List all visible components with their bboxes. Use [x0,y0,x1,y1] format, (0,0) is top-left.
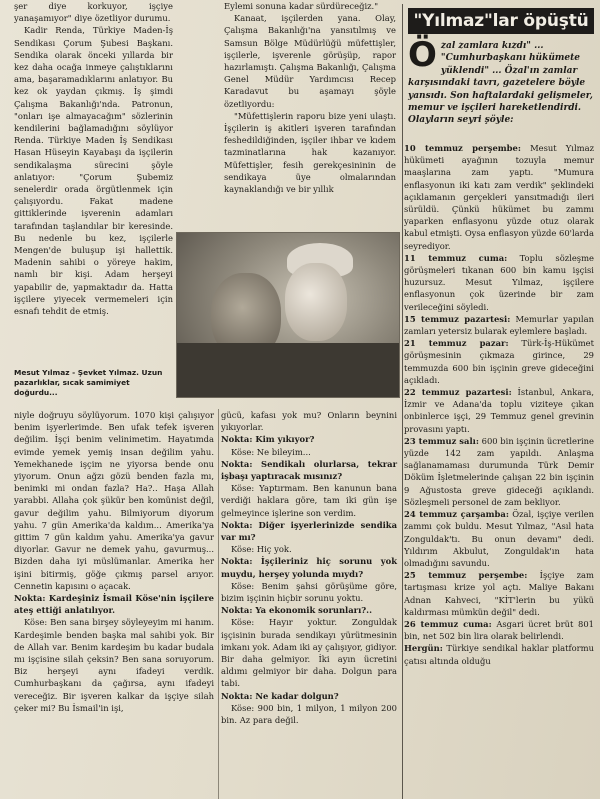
sidebar-title: "Yılmaz"lar öpüştü [408,8,594,34]
timeline-entry [404,142,594,252]
column-divider [218,409,219,799]
timeline-entry [404,337,594,386]
timeline-date: 22 temmuz pazartesi: [404,387,512,398]
interview-question: Nokta: Sendikalı olurlarsa, tekrar işbaşı yaptıracak mısınız? [221,458,397,482]
timeline-date: 24 temmuz çarşamba: [404,509,509,520]
interview-question: Nokta: Ne kadar dolgun? [221,690,339,701]
timeline-date: 15 temmuz pazartesi: [404,313,511,324]
timeline-entry [404,435,594,508]
timeline-date: Hergün: [404,643,443,654]
timeline-entry [404,618,594,642]
interview-answer: Köse: 900 bin, 1 milyon, 1 milyon 200 bin. Az para değil. [221,702,397,726]
column-divider [402,4,403,799]
paragraph: Eylemi sonuna kadar sürdüreceğiz." [224,1,379,11]
timeline-date: 23 temmuz salı: [404,435,479,446]
timeline-date: 25 temmuz perşembe: [404,570,528,581]
interview-answer: gücü, kafası yok mu? Onların beynini yıkıyorlar. [221,410,397,433]
timeline-date: 11 temmuz cuma: [404,252,508,263]
paragraph: "Müfettişlerin raporu bize yeni ulaştı. İşçilerin iş akitleri işveren tarafından feshedildiğinden, işçiler ihbar ve kıdem tazminatlarına hak kazanıyor. Müfettişler, fesih gerekçesininin de sendikaya üye olmalarından kaynaklandığı ve bir yıllık [224,110,396,195]
timeline-entry [404,508,594,569]
timeline-entry [404,252,594,313]
timeline-entry [404,642,594,666]
interview-answer: Köse: Benim şahsi görüşüme göre, bizim işçinin hiçbir sorunu yoktu. [221,580,397,604]
interview-question: Nokta: Ya ekonomik sorunları?.. [221,605,373,616]
interview-question: Nokta: Diğer işyerlerinizde sendika var mı? [221,519,397,543]
interview-question: Nokta: Kardeşiniz İsmail Köse'nin işçilere ateş ettiği anlatılıyor. [14,593,214,616]
timeline-text: İstanbul, Ankara, İzmir ve Adana'da toplu viziteye çıkan onbinlerce işçi, 29 Temmuz genel grevinin provasını yaptı. [404,387,594,434]
paragraph: Kadir Renda, Türkiye Maden-İş Sendikası Çorum Şubesi Başkanı. Sendika olarak önceki yıllarda bir kez daha ocağa inmeye çalıştıklarını ama, başaramadıklarını anlatıyor. Bu kez ok yaydan çıkmış. İş şimdi Çalışma Bakanlığı'nda. Patronun, "onları işe almayacağım" sözlerinin kendilerini bağlamadığını söylüyor Renda. Türkiye Maden İş Sendikası Hasan Hüseyin Kayabaşı da işçilerin sendikalaşma sürecini şöyle anlatıyor: "Çorum Şubemiz senelerdir orada örgütlenmek için çalışıyordu. Fakat madene gittiklerinde işverenin adamları tarafından taşlandılar bir keresinde. Bu nedenle bu kez, işçilerle Mengen'de buluşup işi hallettik. Madenin sahibi o yöreye hakim, namlı bir kişi. Adam herşeyi yapabilir de, yapmaktadır da. Hatta işçilere yiyecek vermemeleri için esnafı tehdit de etmiş. [14,25,173,317]
timeline-text: İşçiye zam tartışması krize yol açtı. Maliye Bakanı Adnan Kahveci, "KİT'lerin bu yükü kaldırması mümkün değil" dedi. [404,570,594,617]
interview-answer: Köse: Yaptırmam. Ben kanunun bana verdiği haklara göre, tam iki gün işe gelmeyince işlerine son verdim. [221,483,397,518]
timeline-entry [404,386,594,435]
timeline-text: Asgari ücret brüt 801 bin, net 502 bin lira olarak belirlendi. [404,618,595,642]
timeline-text: Toplu sözleşme görüşmeleri tıkanan 600 bin kamu işçisi huzursuz. Mesut Yılmaz, işçilere enflasyonun çok üzerinde bir zam verileceğini söyledi. [404,252,594,312]
sidebar-timeline [404,142,594,667]
sidebar-dropcap: Ö [408,35,437,75]
timeline-entry [404,313,594,337]
timeline-text: Türk-İş-Hükümet görüşmesinin çıkmaza girince, 29 temmuzda 600 bin işçinin greve gideceğini açıkladı. [404,338,594,385]
interview-question: Nokta: İşçileriniz hiç sorunu yok muydu, herşey yolunda mıydı? [221,556,397,579]
photo-caption: Mesut Yılmaz - Şevket Yılmaz. Uzun pazarlıklar, sıcak samimiyet doğurdu... [14,368,163,397]
article-column-middle-bottom [221,409,397,726]
timeline-text: Mesut Yılmaz hükümeti ayağının tozuyla memur maaşlarına zam yaptı. "Mumura enflasyonun iki katı zam verdik" şeklindeki açıklamanın gerçekleri yansıtmadığı ileri sürüldü. Çünkü hükümet bu zammı yaparken enflasyonu yüzde otuz olarak kabul etmişti. Oysa enflasyon yüzde 60'larda seyrediyor. [404,143,594,251]
photo-face [285,263,347,341]
timeline-text: Türkiye sendikal haklar platformu çatısı altında olduğu [404,643,594,666]
interview-answer: Köse: Ben sana birşey söyleyeyim mi hanım. Kardeşimle benden başka mal sahibi yok. Bir de Allah var. Benim kardeşim bu kadar budala mı işçisine silah çeksin? Ben sana soruyorum. Biz herşeyi aynı ifadeyi verdik. Cumhurbaşkanı da çağırsa, aynı ifadeyi vereceğiz. Bir işveren kalkar da işçiye silah çeker mi? Bu İsmail'in işi, [14,617,214,713]
article-column-middle-top [224,0,396,195]
paragraph: niyle doğruyu söylüyorum. 1070 kişi çalışıyor benim işyerlerimde. Ben ufak tefek işveren değilim. İşçi benim velinimetim. Hayatımda evimde yemek yemiş insan değilim yahu. Yemekhanede işçim ne yiyorsa bende onu yiyorum. Onun ağzı gözü benden fazla mı, benimki mi ondan fazla? Ha?.. Haşa Allah yarabbi. Allaha çok şükür ben komünist değil, gavur değilim yahu. Bilmiyorum diyorum yahu. 7 gün Amerika'da kaldım... Amerika'ya gittim 7 gün kaldım yahu. Amerika'ya gavur diyorlar. Gavur ne demek yahu, gavurmuş... Bizden daha iyi müslümanlar. Amerika her işini bitirmiş, göğe çıkmış parsel arıyor. Cennetin kapısını o açacak. [14,410,214,591]
interview-answer: Köse: Ne bileyim... [231,446,311,457]
interview-question: Nokta: Kim yıkıyor? [221,434,315,445]
article-column-left-bottom [14,409,214,714]
timeline-entry [404,569,594,618]
photo-shoulders [177,343,399,397]
timeline-date: 21 temmuz pazar: [404,338,509,349]
timeline-text: 600 bin işçinin ücretlerine yüzde 142 zam yapıldı. Anlaşma sağlanamaması durumunda Türk Demir Döküm İşletmelerinde çalışan 22 bin işçinin 9 Ağustosta greve gideceği açıklandı. Sözleşmeli personel de zam bekliyor. [404,435,594,507]
timeline-text: Memurlar yapılan zamları yetersiz bularak eylemlere başladı. [404,313,594,337]
paragraph-lead: Kanaat, işçilerden yana. Olay, Çalışma Bakanlığı'na yansıtılmış ve Samsun Bölge Müdürlüğü müfettişler, işçilerle, işverenle görüşüp, rapor hazırlamıştı. Çalışma Bakanlığı, Çalışma Genel Müdür Yardımcısı Recep Karadavut bu aşamayı şöyle özetliyordu: [224,13,396,109]
interview-answer: Köse: Hiç yok. [231,544,292,555]
timeline-date: 26 temmuz cuma: [404,618,492,629]
timeline-date: 10 temmuz perşembe: [404,143,521,153]
sidebar-intro-text: zal zamlara kızdı" ... "Cumhurbaşkanı hükümete yüklendi" ... Özal'ın zamlar karşısındaki tavrı, gazetelere böyle yansıdı. Son haftalardaki gelişmeler, memur ve işçileri hareketlendirdi. Olayların seyri şöyle: [408,41,593,126]
interview-answer: Köse: Hayır yoktur. Zonguldak işçisinin burada sendikayı yürütmesinin imkanı yok. Adam iki ay çalışıyor, gidiyor. Bir daha gelmiyor. İki ayın ücretini aldımı gelmiyor bir daha. Dolgun para tabi. [221,617,397,689]
timeline-text: Özal, işçiye verilen zammı çok buldu. Mesut Yılmaz, "Asıl hata Zonguldak'tı. Bu onun devamı" dedi. Yıldırım Akbulut, Zonguldak'ın hata olmadığını savundu. [404,509,594,568]
sidebar-intro [408,35,594,127]
paragraph: şer diye korkuyor, işçiye yanaşamıyor" diye özetliyor durumu. [14,1,173,24]
news-photo [176,232,400,398]
